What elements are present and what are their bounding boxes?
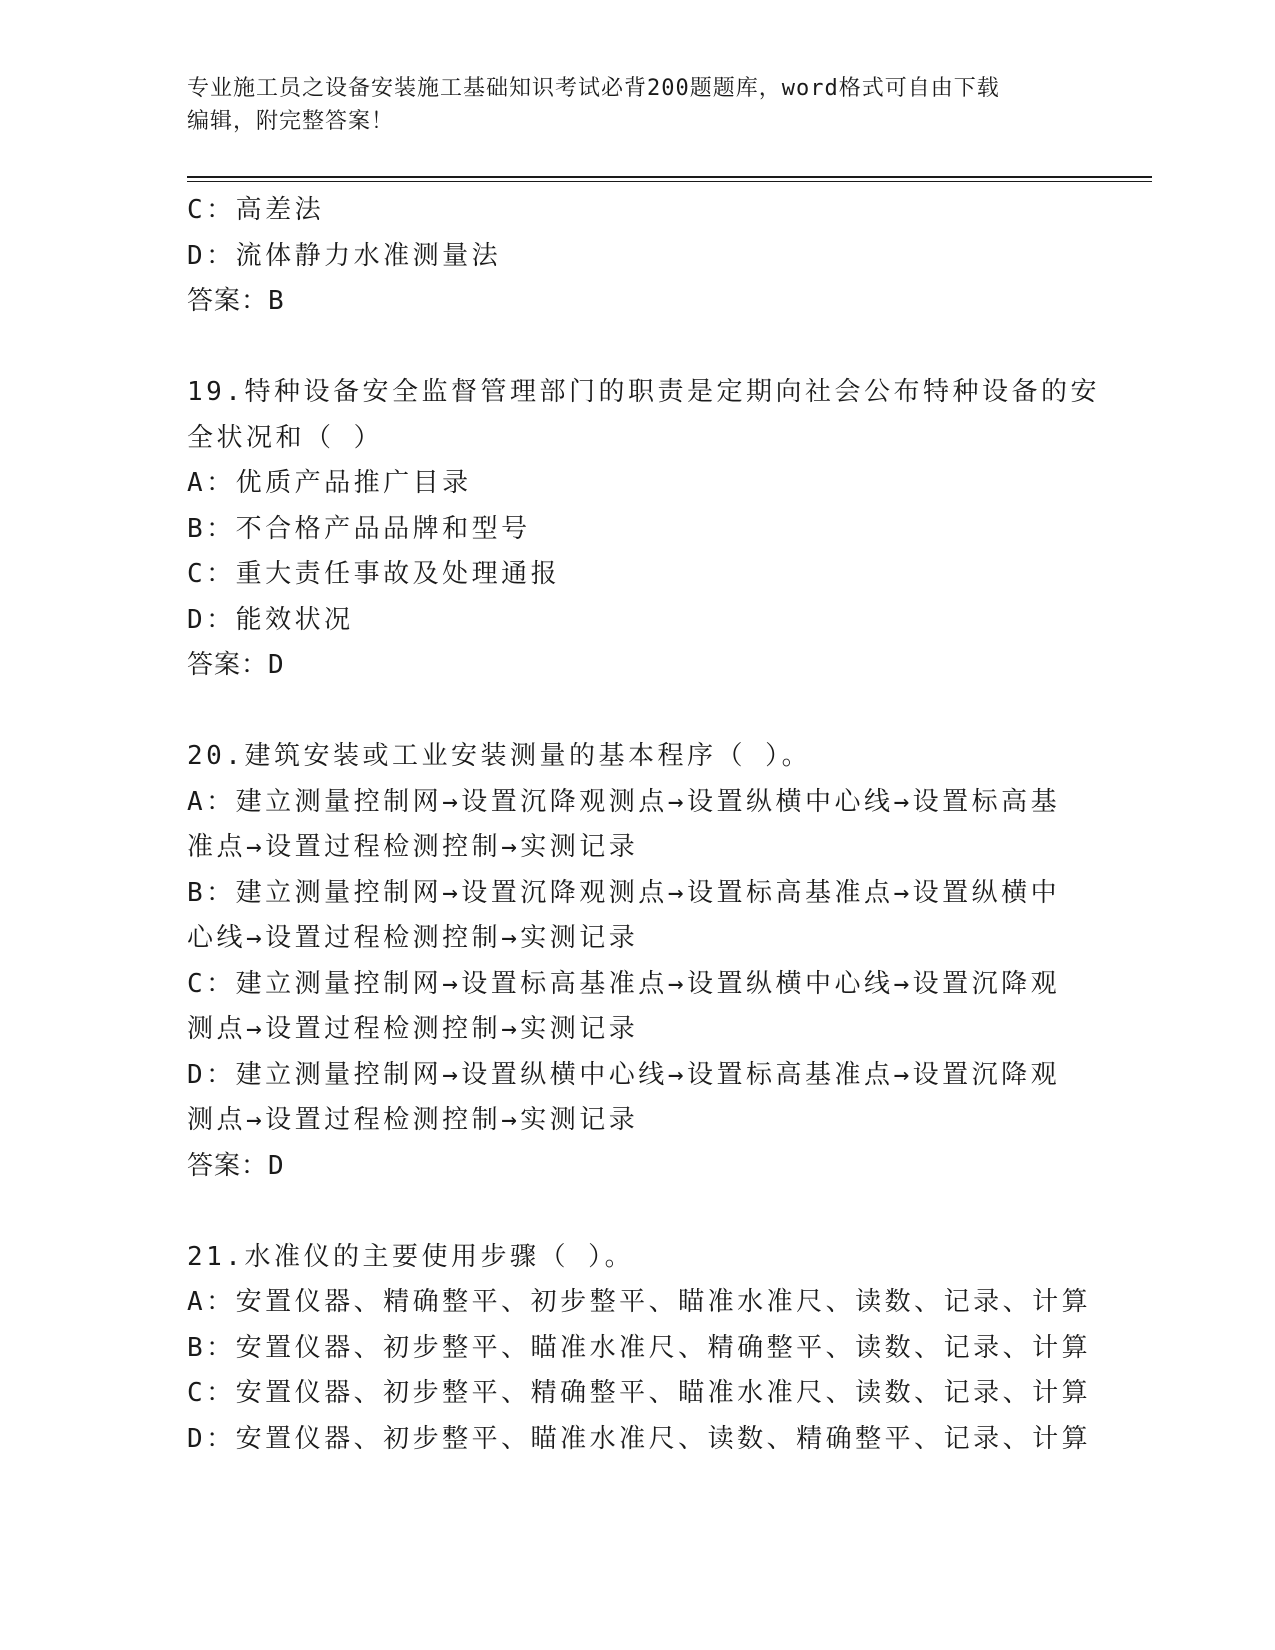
option-c-line-2: 测点→设置过程检测控制→实测记录 [187, 1014, 639, 1044]
question-gap [187, 1189, 1087, 1235]
option-a-line-2: 准点→设置过程检测控制→实测记录 [187, 832, 639, 862]
question-stem: 20.建筑安装或工业安装测量的基本程序（ ）。 [187, 741, 812, 771]
question-18-continued [187, 188, 1087, 325]
header-line-2: 编辑，附完整答案！ [187, 109, 395, 134]
option-a: A：安置仪器、精确整平、初步整平、瞄准水准尺、读数、记录、计算 [187, 1287, 1092, 1317]
option-d-line-1: D：建立测量控制网→设置纵横中心线→设置标高基准点→设置沉降观 [187, 1059, 1061, 1090]
header-rule-thin [187, 181, 1152, 182]
question-stem: 21.水准仪的主要使用步骤（ ）。 [187, 1241, 635, 1272]
option-c: C：重大责任事故及处理通报 [187, 559, 561, 589]
option-d: D：流体静力水准测量法 [187, 240, 502, 271]
option-d-line-2: 测点→设置过程检测控制→实测记录 [187, 1105, 639, 1135]
option-b-line-2: 心线→设置过程检测控制→实测记录 [187, 923, 639, 953]
option-b-line-1: B：建立测量控制网→设置沉降观测点→设置标高基准点→设置纵横中 [187, 877, 1061, 908]
question-stem-line-2: 全状况和（ ） [187, 422, 384, 453]
question-content [187, 188, 1100, 1462]
option-a-line-1: A：建立测量控制网→设置沉降观测点→设置纵横中心线→设置标高基 [187, 786, 1061, 817]
answer-line: 答案：B [187, 286, 285, 316]
question-21 [187, 1235, 1092, 1463]
question-20 [187, 734, 1087, 1189]
answer-line: 答案：D [187, 1150, 285, 1181]
option-b: B：安置仪器、初步整平、瞄准水准尺、精确整平、读数、记录、计算 [187, 1332, 1092, 1363]
option-c-line-1: C：建立测量控制网→设置标高基准点→设置纵横中心线→设置沉降观 [187, 968, 1061, 999]
answer-line: 答案：D [187, 650, 285, 680]
header-line-1: 专业施工员之设备安装施工基础知识考试必背200题题库，word格式可自由下载 [187, 76, 1000, 101]
option-d: D：安置仪器、初步整平、瞄准水准尺、读数、精确整平、记录、计算 [187, 1423, 1092, 1454]
question-gap [187, 325, 1087, 371]
question-gap [187, 689, 1087, 735]
option-c: C：安置仪器、初步整平、精确整平、瞄准水准尺、读数、记录、计算 [187, 1378, 1092, 1408]
page-header [187, 72, 1067, 138]
option-d: D：能效状况 [187, 604, 354, 635]
question-19 [187, 370, 1100, 689]
option-c: C：高差法 [187, 195, 325, 225]
question-stem-line-1: 19.特种设备安全监督管理部门的职责是定期向社会公布特种设备的安 [187, 377, 1100, 407]
option-b: B：不合格产品品牌和型号 [187, 513, 531, 544]
header-rule-thick [187, 176, 1152, 178]
option-a: A：优质产品推广目录 [187, 468, 472, 498]
